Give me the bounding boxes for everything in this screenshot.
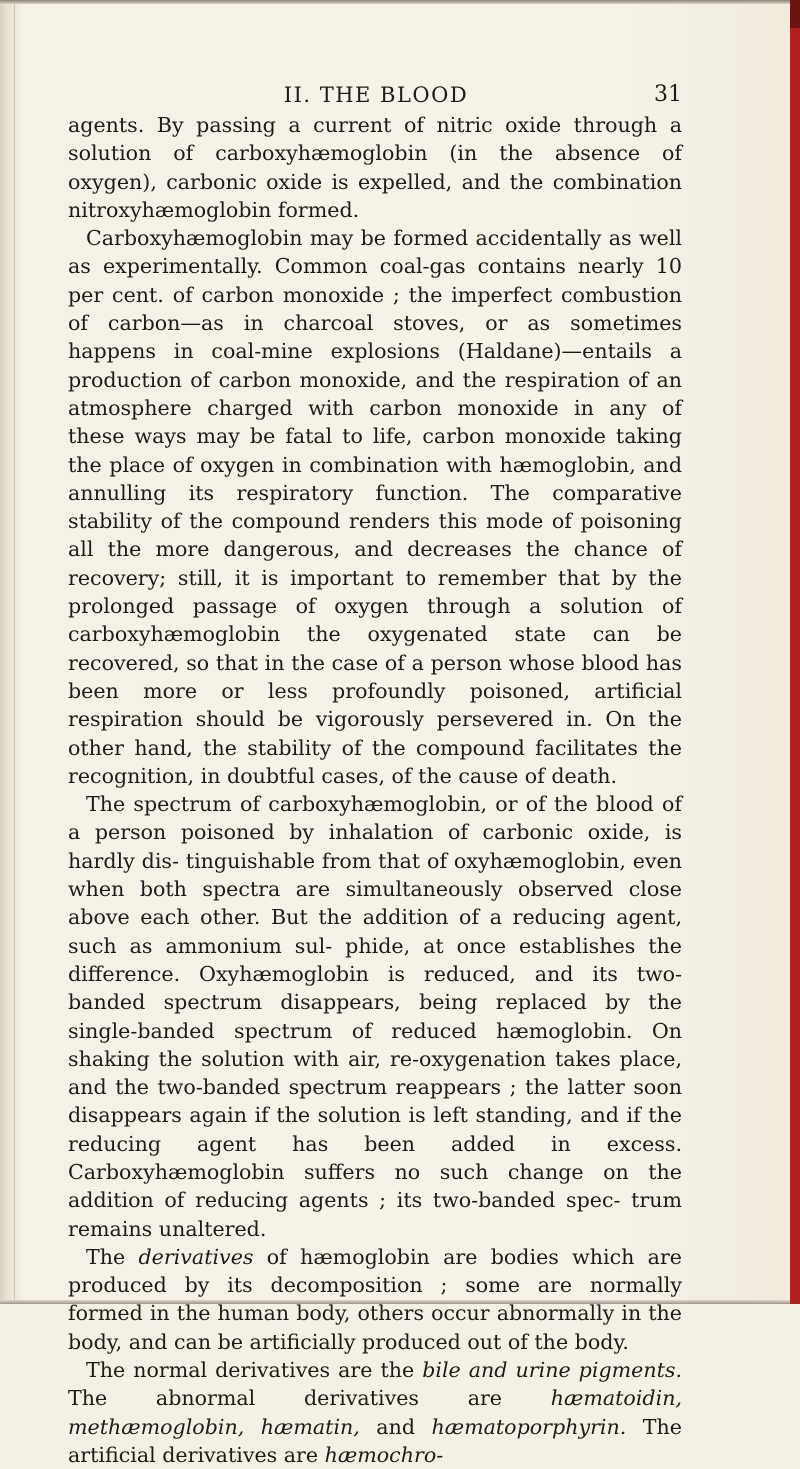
page-number: 31 <box>654 82 682 107</box>
text-run: Carboxyhæmoglobin may be formed accidentally as well as experimentally. Common coal-gas contains nearly 10 per cent. of carbon monoxide ; the imperfect combustion of carbon—as in charcoal stoves, or as sometimes happens in coal-mine explosions (Haldane)—entails a production of carbon monoxide, and the respiration of an atmosphere charged with carbon monoxide in any of these ways may be fatal to life, carbon monoxide taking the place of oxygen in combination with hæmoglobin, and annulling its respiratory function. The comparative stability of the compound renders this mode of poisoning all the more dangerous, and decreases the chance of recovery; still, it is important to remember that by the prolonged passage of oxygen through a solution of carboxyhæmoglobin the oxygenated state can be recovered, so that in the case of a person whose blood has been more or less profoundly poisoned, artificial respiration should be vigorously persevered in. On the other hand, the stability of the compound facilitates the recognition, in doubtful cases, of the cause of death. <box>68 226 682 788</box>
right-edge-strip-top <box>790 0 800 28</box>
text-run: agents. By passing a current of nitric oxide through a solution of carboxyhæmoglobin (in the absence of oxygen), carbonic oxide is expelled, and the combination nitroxyhæmoglobin formed. <box>68 113 682 222</box>
paragraph <box>68 1243 682 1356</box>
text-run: and <box>359 1414 432 1439</box>
italic-term: hæmatoporphyrin. <box>431 1414 627 1439</box>
page-edge-line <box>14 0 15 1304</box>
binding-shadow <box>0 0 20 1304</box>
text-run: The normal derivatives are the <box>86 1358 423 1383</box>
italic-term: hæmatoidin, methæmoglobin, hæmatin, <box>68 1386 682 1439</box>
paragraph <box>68 790 682 1243</box>
body-text <box>68 111 682 1469</box>
text-run: of hæmoglobin are bodies which are produced by its decomposition ; some are normally formed in the human body, others occur abnormally in the body, and can be artificially produced out of the body. <box>68 1244 682 1354</box>
text-run: The spectrum of carboxyhæmoglobin, or of the blood of a person poisoned by inhalation of carbonic oxide, is hardly dis- tinguishable from that of oxyhæmoglobin, even when both spectra are simultaneously observed close above each other. But the addition of a reducing agent, such as ammonium sul- phide, at once establishes the difference. Oxyhæmoglobin is reduced, and its two-banded spectrum disappears, being replaced by the single-banded spectrum of reduced hæmoglobin. On shaking the solution with air, re-oxygenation takes place, and the two-banded spectrum reappears ; the latter soon disappears again if the solution is left standing, and if the reducing agent has been added in excess. Carboxyhæmoglobin suffers no such change on the addition of reducing agents ; its two-banded spec- trum remains unaltered. <box>68 792 682 1241</box>
text-run: The artificial derivatives are <box>68 1414 682 1467</box>
text-run: The <box>86 1244 139 1269</box>
top-border <box>0 0 790 4</box>
page-header <box>70 80 682 110</box>
running-head: II. THE BLOOD <box>283 83 469 107</box>
text-run: The abnormal derivatives are <box>68 1386 551 1411</box>
italic-term: bile and urine pigments. <box>422 1358 682 1383</box>
italic-term: hæmochro- <box>324 1442 444 1467</box>
paragraph <box>68 111 682 224</box>
paragraph <box>68 1356 682 1469</box>
paragraph <box>68 224 682 790</box>
right-edge-strip <box>790 0 800 1304</box>
italic-term: derivatives <box>138 1244 254 1269</box>
